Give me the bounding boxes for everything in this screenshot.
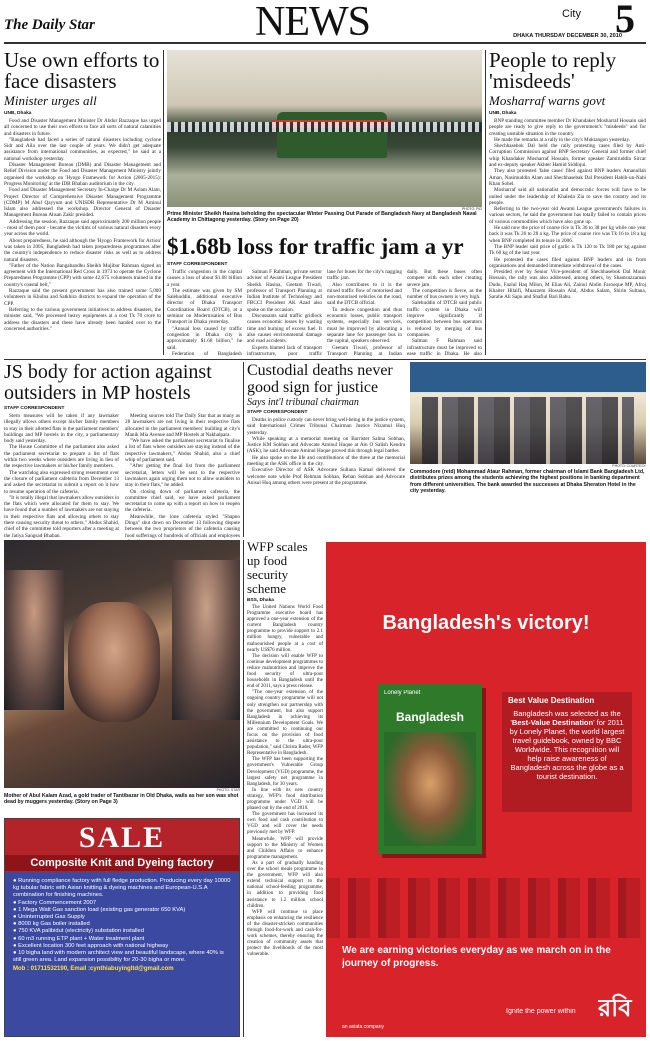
feature-list [13, 878, 233, 964]
paragraph: WFP will continue to place emphasis on enhancing the resilience of the disaster-stricken communities through food-for-work and cash-for-work schemes, thereby ensuring the creation of community assets that protect the livelihoods of the most vulnerable. [247, 909, 323, 958]
paragraph: He also spoke on the life and contributions of the three at the memorial meeting at the ASK office in the city. [247, 454, 405, 468]
paragraph: Referring to the two-year old Awami League government's failures in various sectors, he said the government has totally failed to contain prices of various commodities which have also gone up. [489, 206, 646, 225]
paragraph: They also protested 'false cases' filed against BNP leaders Amanullah Aman, Nasimuddin Alam and Shechhasebak Dal President Habib-un-Nabi Khan Sohel. [489, 168, 646, 187]
paragraph: Shechhasebok Dal held the rally protesting cases filed by Anti-Corruption Commission against BNP Secretary General and former chief whip Khandaker Mosharraf Hossain, former speaker Zamiruddin Sircar and ex-deputy speaker Akhter Hamid Siddiqui. [489, 143, 646, 169]
stage-backdrop [410, 362, 646, 392]
paragraph: Mosharraf said all nationalist and democratic forces will have to be united under the leadership of Khaleda Zia to save the country and its people. [489, 187, 646, 206]
paragraph: daily. But these buses often compete with each other creating severe jam. [407, 269, 482, 288]
headline: WFP scales up food security scheme [247, 540, 308, 596]
column-rule [243, 540, 244, 1037]
byline: STAFF CORRESPONDENT [4, 406, 65, 411]
photo-credit: PHOTO: COURTESY [612, 464, 646, 468]
paragraph: The government has increased its own food and cash contribution to VGD and will cover the needs previously met by WFP. [247, 812, 323, 836]
paragraph: He made the remarks at a rally in the city's Muktangon yesterday. [494, 136, 631, 143]
headline: Custodial deaths never good sign for justice [247, 362, 393, 396]
list-item [13, 900, 233, 907]
bullet-icon: ● [13, 921, 19, 928]
list-item-text: Excellent location 300 feet approach with national highway [18, 942, 169, 949]
paragraph: "Bangladesh had faced a series of natural disasters including cyclone Sidr and Aila over the last couple of years. We didn't get adequate assistance from international communities, as expected," he said at a national workshop yesterday. [4, 136, 161, 162]
paragraph: The competition is fierce, as the number of bus owners is very high. [407, 287, 482, 301]
headline: $1.68b loss for traffic jam a yr [167, 234, 464, 259]
paragraph: "We have asked the parliament secretariat to finalise a list of flats where outsiders are staying instead of the respective lawmakers," Abdus Shahid, also a chief whip of parliament said. [125, 438, 240, 464]
byline: BSS, Dhaka [247, 598, 274, 603]
paragraph: The House Committee of the parliament also asked the parliament secretariat to prepare a list of flats within two weeks where outsiders are living in lieu of the respective lawmakers or his/her family members. [4, 444, 119, 470]
guests-group [422, 397, 634, 464]
sale-subtitle: Composite Knit and Dyeing factory [5, 855, 239, 871]
article-disasters [4, 50, 161, 355]
paragraph: Razzaque said the present government has also trained some 5,000 volunteers in Khulna and Satkhira districts to expand the operation of the CPP. [4, 288, 161, 307]
paragraph: Addressing the session, Razzaque said approximately 200 million people - most of them poor - became the victims of various natural disasters every year across the world. [4, 218, 161, 238]
sale-advertisement[interactable] [4, 818, 240, 1037]
photo-credit: PHOTO: STAR [216, 788, 240, 792]
paragraph: The WFP has been supporting the government's Vulnerable Group Development (VGD) programme, the largest safety net programme in Bangladesh, for 30 years. [247, 757, 323, 787]
bullet-icon: ● [13, 899, 19, 906]
paragraph: The United Nations World Food Programme executive board has approved a one-year extension of the current Bangladesh country programme to provide support to 2.1 million hungry, vulnerable and malnourished people at a cost of nearly US$76 million. [247, 605, 323, 653]
book-title: Bangladesh [395, 710, 464, 724]
paragraph: Federation of Bangladesh [172, 350, 242, 356]
list-item-text: 10 bigha land with modern architect view and beautiful landscape, where 40% is still green area. Land expansion possibility for 20-30 bigha or more. [13, 950, 224, 964]
paragraph: To reduce congestion and thus economic losses, public transport systems, especially bus services, must be improved by allocating a separate lane for passenger bus in the capital, speakers observed. [327, 306, 402, 345]
list-item-text: 750 KVA palibidut (electricity) substation installed [18, 928, 145, 935]
paragraph: Disaster Management Bureau (DMB) and Disaster Management and Relief Division under the Food and Disaster Management Ministry jointly organised the workshop on 'Hyogo Framework for Action (2005-2015): Progress Monitoring' at the IDB Bhaban auditorium in the city. [4, 162, 161, 187]
list-item-text: Factory Commencement 2007 [18, 899, 97, 906]
article-wfp [247, 540, 323, 1037]
paragraph: In line with its new country strategy, WFP's food distribution programme under VGD will be phased out by the end of 2010. [247, 787, 323, 812]
box-text [508, 709, 626, 781]
book-photo [384, 732, 476, 846]
masthead [0, 0, 650, 44]
paragraph: The estimate was given by SM Salehuddin, additional executive director of Dhaka Transport Coordination Board (DTCB), at a seminar on Modernisation of Bus Transport in Dhaka yesterday. [167, 287, 242, 326]
paragraph: Meanwhile, the lone cafeteria styled "Shapno Dinga" shut down on December 13 following dispute between the two proprietors of the cafeteria causing food sufferings of hundreds of officials and employees [125, 513, 240, 539]
subhead: Says int'l tribunal chairman [247, 397, 359, 408]
section-name: City [562, 8, 581, 20]
bullet-icon: ● [13, 950, 19, 957]
article-body [489, 118, 646, 301]
masthead-rule [4, 42, 646, 44]
paragraph: As a part of gradually handing over the school meals programme to the government, WFP will also extend technical support to the national school-feeding programme, in addition to providing food assistance to 1.2 million school children. [247, 860, 323, 909]
paragraph: "The one-year extension of the ongoing country programme will not only strengthen our partnership with the government, but also support Bangladesh in achieving its Millennium Development Goals. We are committed to continuing our focus on the provision of food assistance to the ultra-poor population," said Christa Rader, WFP Representative in Bangladesh. [247, 690, 323, 757]
paper-logo[interactable]: The Daily Star [4, 17, 95, 33]
sale-title: SALE [78, 821, 166, 854]
list-item [13, 921, 233, 928]
article-body [247, 605, 323, 958]
sailors-row [167, 122, 482, 132]
box-text-part: ' for 2011 by Lonely Planet, the world largest travel guidebook, owned by BBC Worldwide. This recognition will help raise awareness of Bangladesh across the globe as a tourist destination. [509, 718, 625, 781]
byline: UNB, Dhaka [489, 111, 517, 116]
parade-vehicle [277, 112, 387, 158]
prize-giving-photo [410, 362, 646, 464]
section-rule [4, 359, 646, 360]
paragraph: He protested the cases filed against BNP leaders and its front organisations and demanded immediate withdrawal of the cases. [489, 256, 646, 269]
list-item [13, 914, 233, 921]
list-item [13, 936, 233, 943]
grieving-mother-photo [4, 540, 240, 788]
ad-headline: Bangladesh's victory! [382, 612, 590, 634]
paragraph: Experts blamed lack of transport infrastructure, poor traffic lane for buses for the city's nagging traffic jam. [247, 269, 402, 356]
article-custodial-deaths [247, 362, 405, 537]
bullet-icon: ● [13, 942, 19, 949]
box-text-highlight: Best-Value Destination [511, 718, 594, 727]
byline: STAFF CORRESPONDENT [247, 410, 308, 415]
navy-parade-photo [167, 50, 482, 207]
section-title: NEWS [255, 2, 370, 42]
photo-credit: PHOTO: PID [461, 207, 482, 211]
paragraph: While speaking at a memorial meeting on Barrister Salma Sobhan, Justice KM Sobhan and Advocate Aminul Haque at Ain O Salish Kendra (ASK), he said Advocate Aminul Haque proved this through legal battles. [247, 435, 405, 455]
paragraph: Stern measures will be taken if any lawmaker illegally allows others except his/her family members to stay in their allotted flats in the parliament members' buildings and MP hostels in the city, a parliamentary body said yesterday. [4, 413, 119, 445]
list-item-text: Uninterrupted Gas Supply [18, 914, 85, 921]
list-item [13, 943, 233, 950]
paragraph: Salman F Rahman, private sector adviser of Awami League President Sheikh Hasina, Geetam Tiwari, professor of Transport Planning at Indian Institute of Technology and FBCCI President AK Azad also spoke on the occasion. [247, 269, 322, 313]
swirl-pattern [326, 878, 646, 938]
paragraph: Referring to the various government initiatives to address disasters, the minister said, "We processed heavy equipments at a cost Tk 70 crore to address the disasters and these have already been handed over to the concerned authorities." [4, 306, 161, 332]
bullet-icon: ● [13, 928, 19, 935]
headline: People to reply 'misdeeds' [489, 50, 617, 93]
paragraph: The decision will enable WFP to continue development programmes to reduce malnutrition and improve the food security of ultra-poor households in Bangladesh until the end of 2011, says a press release. [247, 653, 323, 690]
paragraph: Meanwhile, WFP will provide support to the Ministry of Women and Children Affairs to enhance programme management. [247, 836, 323, 860]
photo-caption: Mother of Abul Kalam Azad, a gold trader of Tantibazar in Old Dhaka, wails as her son was shot dead by muggers yesterday. (Story on Page 3) [4, 793, 239, 806]
paragraph: "Father of the Nation Bangabandhu Sheikh Mujibur Rahman signed an agreement with the International Red Cross in 1973 to operate the Cyclone Preparedness Programme (CPP) with some 42,675 volunteers trained in the country's coastal belt," [4, 262, 161, 288]
paragraph: Deaths in police custody can never bring well-being in the justice system, said International Crimes Tribunal Chairman Justice Nizamul Huq yesterday. [247, 417, 405, 436]
subhead: Minister urges all [4, 93, 97, 108]
bullet-icon: ● [13, 935, 19, 942]
paragraph: Food and Disaster Management Minister Dr Abdur Razzaque has urged all concerned to use their own efforts to face all sorts of natural calamities and disasters in future. [4, 118, 161, 137]
article-traffic [167, 233, 482, 356]
paragraph: The BNP leader said price of garlic is Tk 120 to Tk 180 per kg against Tk 60 kg of the last year. [489, 243, 646, 257]
crowd-right [172, 560, 240, 720]
paragraph: Meeting sources told The Daily Star that as many as 28 lawmakers are not living in their respective flats allocated in the parliament members' building at city's Manik Mia Avenue and MP Hostels at Nakhalpara. [125, 413, 240, 438]
robi-logo: রবি [598, 994, 632, 1022]
subhead: Mosharraf warns govt [489, 93, 606, 108]
sale-body [5, 872, 239, 1036]
article-body [167, 269, 482, 356]
article-misdeeds [489, 50, 646, 355]
ad-tagline: We are earning victories everyday as we march on in the journey of progress. [342, 945, 611, 969]
mother-figure [68, 602, 160, 722]
article-body [247, 417, 405, 486]
paragraph: BNP standing committee member Dr Khandaker Mosharraf Hossain said people are ready to give reply to the government's "misdeeds" and for creating unstable situation in the country. [489, 118, 646, 137]
paragraph: Discussants said traffic gridlock causes economic losses by wasting time and burning of excess fuel. It also causes environmental damage and road accidents. [247, 313, 322, 345]
photo-caption: Prime Minister Sheikh Hasina beholding the spectacular Winter Passing Out Parade of Bangladesh Navy at Bangladesh Naval Academy in Chittagong yesterday. (Story on Page 20) [167, 211, 477, 224]
list-item-text: 60 m3 running ETP plant + Water treatment plant [18, 935, 145, 942]
paragraph: Salman F Rahman said infrastructure must be improved to ease traffic in Dhaka. He also [407, 338, 482, 356]
book-brand: Lonely Planet [384, 690, 421, 696]
page-number: 5 [615, 0, 635, 40]
column-rule [485, 50, 486, 355]
paragraph: The watchdog also expressed strong resentment over the closure of parliament cafeteria from December 13 and asked the secretariat to submit a report on it how to resume operation of the cafeteria. [4, 469, 119, 495]
paragraph: Executive Director of ASK Advocate Sultana Kamal delivered the welcome note while Prof Rehman Sobhan, Rehan Sobhan and Advocate Anisul Huq among others were present at the programme. [247, 467, 405, 486]
box-text-part: Bangladesh was selected as the ' [510, 709, 621, 727]
column-rule [243, 362, 244, 537]
paragraph: Salehuddin of DTCB said public traffic system in Dhaka will improve significantly if competition between bus operators is reduced by merging of bus companies. [407, 300, 482, 338]
photo-caption: Commodore (retd) Mohammad Ataur Rahman, former chairman of Islami Bank Bangladesh Ltd, distributes prizes among the students achieving the highest positions in banking department from different universities. The bank awarded the successes at Dhaka Sheraton Hotel in the city yesterday. [410, 469, 645, 495]
byline: UNB, Dhaka [4, 111, 32, 116]
article-body [4, 118, 161, 332]
list-item [13, 928, 233, 935]
paragraph: About preparedness, he said although the 'Hyogo Framework for Action' was taken in 2005, Bangladesh had taken preparedness programmes after the country's independence to reduce disaster risks as well as to address natural disasters. [4, 237, 161, 263]
sale-contact[interactable]: Mob : 01711532190, Email :cynthiabuyingltd@gmail.com [13, 966, 174, 973]
paragraph: On closing down of parliament cafeteria, the committee chief said, we have asked parliament secretariat to come up with a report on how to reopen the cafeteria. [125, 488, 240, 514]
guidebook-cover [378, 684, 482, 854]
list-item-text: 1 Mega Watt Gas sanction load (existing gas generator 650 KVA) [18, 906, 186, 913]
column-rule [163, 50, 164, 355]
box-title: Best Value Destination [508, 696, 595, 705]
paragraph: "Annual loss caused by traffic congestion in Dhaka city is approximately $1.68 billion," he said. [167, 325, 242, 351]
list-item [13, 878, 233, 900]
crowd-left [4, 570, 64, 710]
list-item [13, 907, 233, 914]
paragraph: "It is totally illegal that lawmakers allow outsiders in the flats which were allocated for them to stay. We have found that a number of lawmakers are not staying in their respective flats and allowing others to stay there causing security threat to others," Abdus Shahid, chief of the committee told reporters after a meeting at the Jatiya Sangsad Bhaban. [4, 494, 119, 539]
bullet-icon: ● [13, 878, 19, 884]
robi-advertisement[interactable] [326, 542, 646, 1037]
list-item [13, 950, 233, 964]
headline: JS body for action against outsiders in MP hostels [4, 362, 212, 404]
headline: Use own efforts to face disasters [4, 50, 160, 93]
paragraph: Traffic congestion in the capital causes a loss of about $1.68 billion a year. [167, 269, 242, 288]
paragraph: Food and Disaster Management Secretary In-Charge Dr M Aslam Alam, Project Director of Comprehensive Disaster Management Programme (CDMP) M Abul Qayyum and UNISDR Representative Dr M Aminul Islam also addressed the workshop. Director General of Disaster Management Bureau Ahsan Zakir presided. [4, 187, 161, 219]
list-item-text: 8000 kg Gas boiler installed [18, 921, 90, 928]
bullet-icon: ● [13, 906, 19, 913]
bullet-icon: ● [13, 914, 19, 921]
best-value-box [502, 692, 632, 812]
ad-slogan: Ignite the power within [506, 1008, 576, 1015]
byline: STAFF CORRESPONDENT [167, 262, 228, 267]
paragraph: Also contributes to it is the mixed traffic flow of motorised and non-motorised vehicles on the road, said the DTCB official. [327, 281, 402, 307]
company-line: an axiata company [342, 1024, 384, 1030]
paragraph: Presided over by Senior Vice-president of Shechhasebok Dal Monir Hossain, the rally was also addressed, among others, by Shamsuzzaman Dudu, Fazlul Haq Milon, M Elias Ali, Zainul Abdin Farooque MP, Afroj Khaiter Hilaifi, Muazzem Hossain Alal, Abdus Salam, Shirin Sultana, Sarahe Ali Sapu and Shafiul Bari Babu. [489, 269, 646, 301]
dateline: DHAKA THURSDAY DECEMBER 30, 2010 [513, 33, 622, 39]
paragraph: Geetam Tiwari, professor of Transport Planning at Indian [327, 344, 402, 356]
list-item-text: Running compliance factory with full fledge production. Producing every day 10000 kg tubular fabric with Asian knitting & dyeing machines and European-U.S.A combination for finishing machines. [13, 878, 231, 899]
paragraph: "After getting the final list from the parliament secretariat, letters will be sent to the respective lawmakers again urging them not to allow outsiders to stay in their flats," he added. [125, 463, 240, 489]
paragraph: He said now the price of coarse rice is Tk 36 to 38 per kg while one year back it was Tk 26 to 28 a kg. The price of coarse rice was Tk 16 to 18 a kg when BNP completed its tenure in 2006. [489, 225, 646, 244]
